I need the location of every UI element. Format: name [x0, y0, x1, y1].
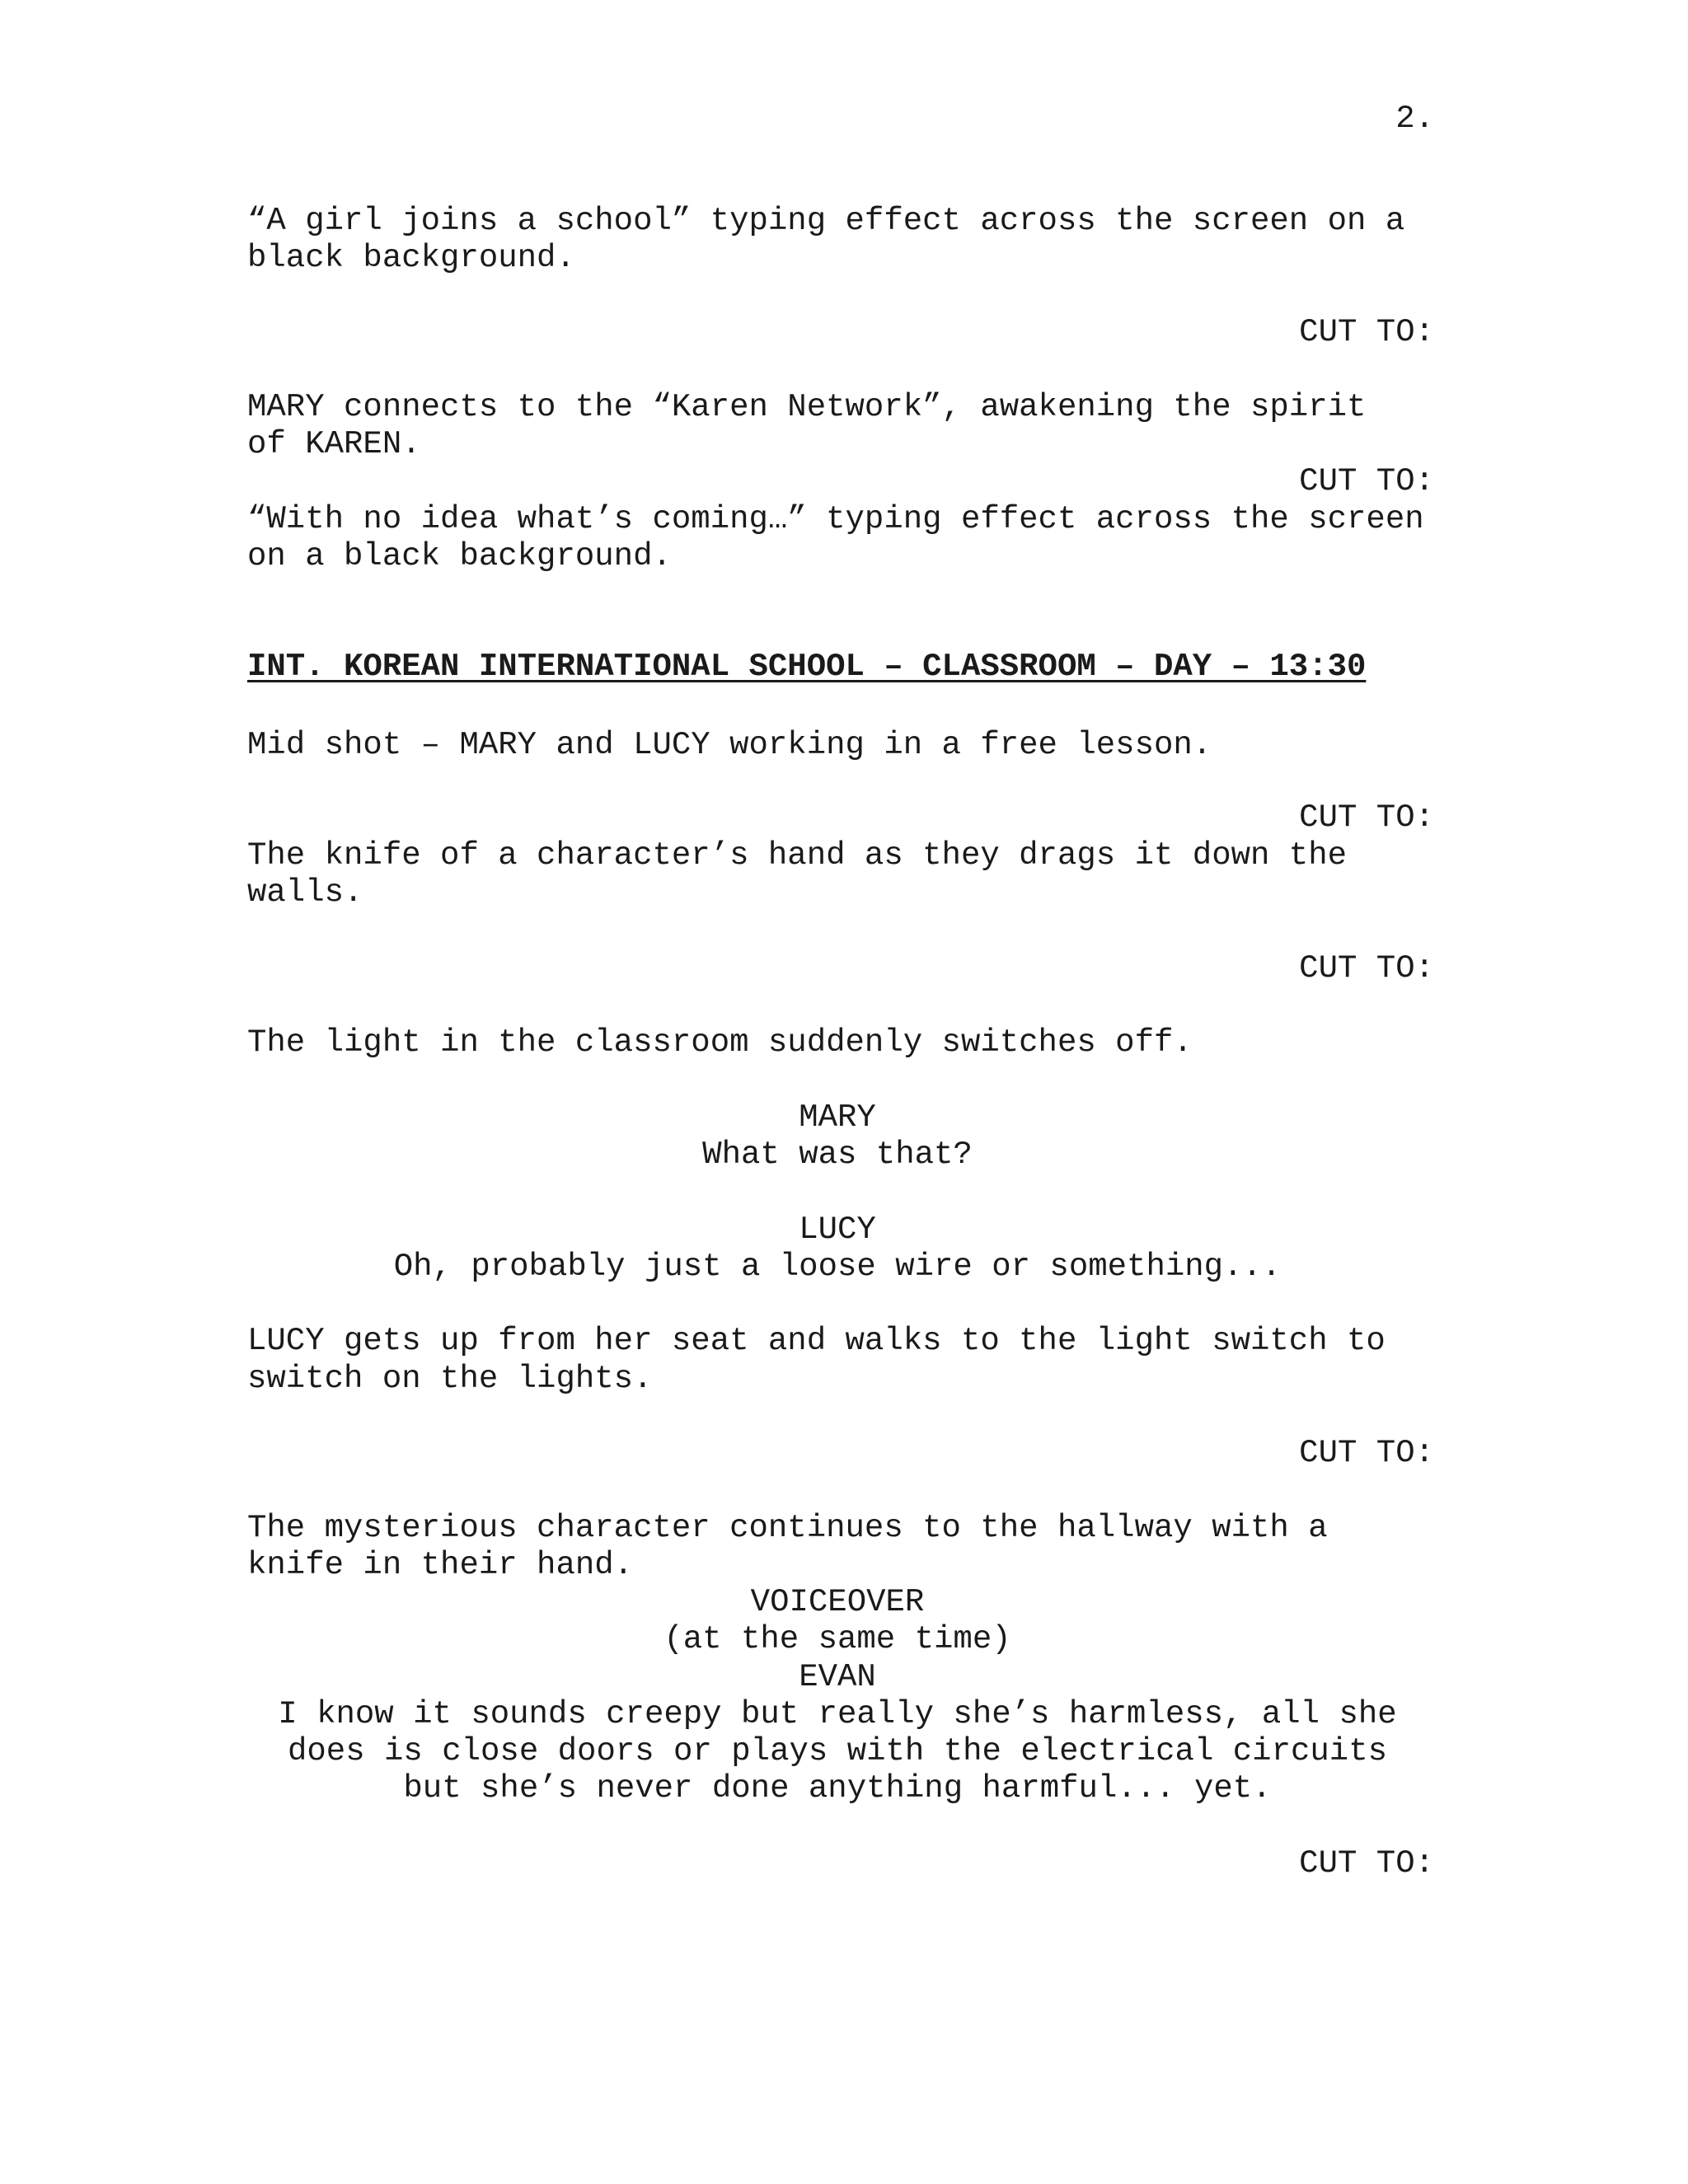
action-line: LUCY gets up from her seat and walks to the light switch to [247, 1323, 1386, 1359]
action-line: “With no idea what’s coming…” typing effect across the screen [247, 501, 1424, 537]
character-name: VOICEOVER [750, 1584, 925, 1620]
dialogue-line: but she’s never done anything harmful... yet. [403, 1770, 1272, 1807]
character-name: LUCY [799, 1212, 876, 1248]
character-name: MARY [799, 1099, 876, 1136]
action-line: black background. [247, 240, 575, 276]
action-line: switch on the lights. [247, 1361, 653, 1397]
page-number: 2. [1395, 101, 1434, 137]
action-line: on a black background. [247, 538, 672, 574]
transition-cut-to: CUT TO: [1299, 463, 1434, 499]
parenthetical: (at the same time) [663, 1621, 1011, 1657]
action-line: walls. [247, 874, 363, 911]
dialogue-line: What was that? [702, 1137, 973, 1173]
dialogue-line: does is close doors or plays with the electrical circuits [287, 1733, 1388, 1769]
action-line: “A girl joins a school” typing effect across the screen on a [247, 203, 1405, 239]
action-line: MARY connects to the “Karen Network”, awakening the spirit [247, 389, 1367, 425]
action-line: The mysterious character continues to the hallway with a [247, 1510, 1328, 1546]
action-line: The light in the classroom suddenly switches off. [247, 1024, 1193, 1061]
action-line: knife in their hand. [247, 1547, 634, 1583]
transition-cut-to: CUT TO: [1299, 950, 1434, 987]
scene-heading: INT. KOREAN INTERNATIONAL SCHOOL – CLASSROOM – DAY – 13:30 [247, 649, 1367, 685]
action-line: The knife of a character’s hand as they drags it down the [247, 837, 1348, 874]
transition-cut-to: CUT TO: [1299, 314, 1434, 350]
transition-cut-to: CUT TO: [1299, 1845, 1434, 1882]
character-name: EVAN [799, 1659, 876, 1695]
transition-cut-to: CUT TO: [1299, 799, 1434, 836]
action-line: of KAREN. [247, 426, 421, 462]
dialogue-line: I know it sounds creepy but really she’s harmless, all she [278, 1696, 1397, 1732]
action-line: Mid shot – MARY and LUCY working in a free lesson. [247, 727, 1212, 763]
dialogue-line: Oh, probably just a loose wire or something... [393, 1249, 1282, 1285]
transition-cut-to: CUT TO: [1299, 1435, 1434, 1471]
